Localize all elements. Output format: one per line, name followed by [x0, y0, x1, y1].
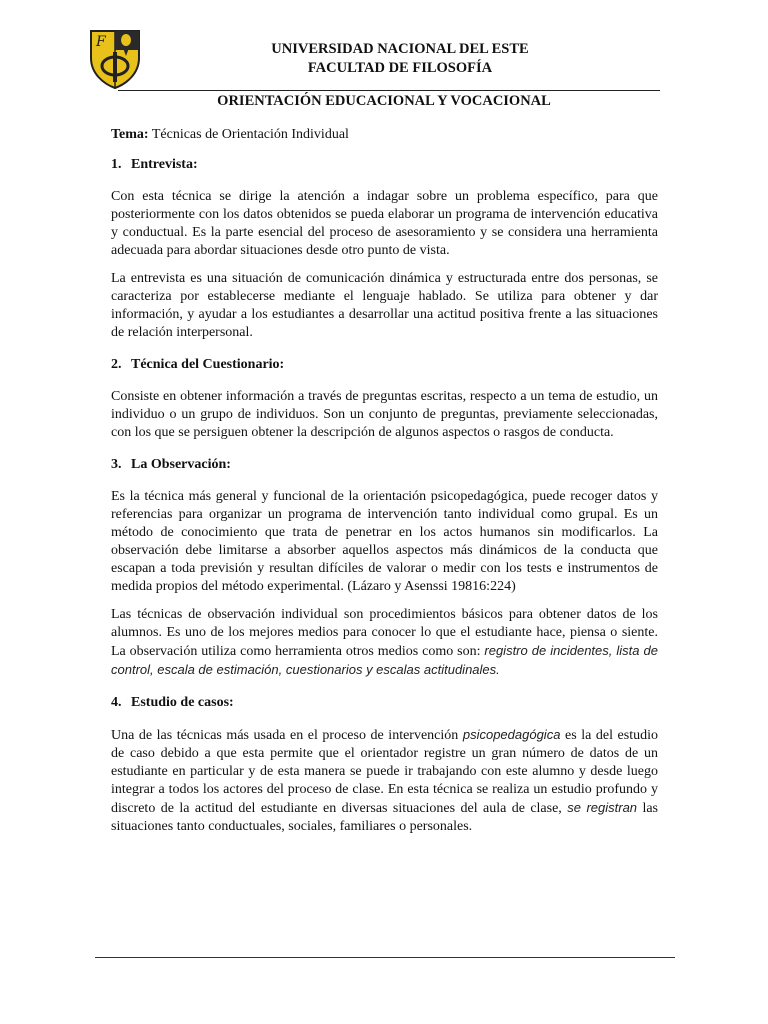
section-heading-entrevista — [111, 156, 658, 174]
paragraph — [111, 606, 658, 680]
paragraph-text: es la del estudio de caso debido a que esta permite que el orientador registre un gran número de datos de un estudiante en particular y de esta manera se puede ir trabajando con este alumno y desde luego integrar a todos los actores del proceso de clase. En esta técnica se realiza un estudio profundo y discreto de la actitud del estudiante en diversas situaciones del aula de clase, — [111, 728, 658, 816]
section-title: La Observación: — [131, 457, 231, 472]
section-heading-cuestionario — [111, 356, 658, 374]
topic-line — [111, 126, 658, 144]
italic-text: se registran — [567, 800, 638, 815]
paragraph-text: las situaciones tanto conductuales, sociales, familiares o personales. — [111, 801, 658, 834]
document-body — [111, 126, 658, 846]
section-number: 4. — [111, 695, 122, 710]
section-title: Estudio de casos: — [131, 695, 234, 710]
university-name: UNIVERSIDAD NACIONAL DEL ESTE — [271, 41, 529, 57]
italic-text: psicopedagógica — [462, 727, 561, 742]
header-divider — [118, 90, 660, 91]
paragraph-text: Las técnicas de observación individual son procedimientos básicos para obtener datos de los alumnos. Es uno de los mejores medios para conocer lo que el estudiante hace, piensa o siente. La observación utiliza como herramienta otros medios como son: — [111, 607, 658, 659]
section-heading-estudio-de-casos — [111, 694, 658, 712]
topic-label: Tema: — [111, 127, 149, 142]
page-header — [140, 40, 660, 78]
italic-text: registro de incidentes, lista de control, escala de estimación, cuestionarios y escalas actitudinales. — [111, 643, 658, 677]
document-title: ORIENTACIÓN EDUCACIONAL Y VOCACIONAL — [217, 93, 551, 109]
section-number: 3. — [111, 457, 122, 472]
paragraph: Con esta técnica se dirige la atención a indagar sobre un problema específico, para que posteriormente con los datos obtenidos se pueda elaborar un programa de intervención educativa y conductual. Es la parte esencial del proceso de asesoramiento y se considera una herramienta adecuada para abordar situaciones desde otro punto de vista. — [111, 189, 658, 258]
svg-text:F: F — [96, 34, 106, 50]
footer-divider — [95, 957, 675, 958]
paragraph — [111, 726, 658, 836]
paragraph-text: Una de las técnicas más usada en el proceso de intervención — [111, 728, 463, 743]
section-title: Entrevista: — [131, 157, 198, 172]
faculty-name: FACULTAD DE FILOSOFÍA — [307, 60, 493, 76]
paragraph: Consiste en obtener información a través de preguntas escritas, respecto a un tema de estudio, un individuo o un grupo de individuos. Son un conjunto de preguntas, previamente seleccionadas, con los que se persiguen obtener la descripción de algunos aspectos o rasgos de conducta. — [111, 389, 658, 440]
section-title: Técnica del Cuestionario: — [131, 357, 285, 372]
section-number: 1. — [111, 157, 122, 172]
section-number: 2. — [111, 357, 122, 372]
paragraph: La entrevista es una situación de comunicación dinámica y estructurada entre dos personas, se caracteriza por establecerse mediante el lenguaje hablado. Se utiliza para obtener y dar información, y ayudar a los estudiantes a desarrollar una actitud positiva frente a las situaciones de relación interpersonal. — [111, 271, 658, 340]
topic-value: Técnicas de Orientación Individual — [148, 127, 349, 142]
university-shield-logo — [88, 28, 142, 90]
paragraph: Es la técnica más general y funcional de la orientación psicopedagógica, puede recoger datos y referencias para organizar un programa de intervención tanto individual como grupal. Es un método de conocimiento que trata de penetrar en los actos humanos sin modificarlos. La observación debe limitarse a absorber aquellos aspectos más dinámicos de la conducta que escapan a toda previsión y resultan difíciles de valorar o medir con los tests e instrumentos de medida propios del método experimental. (Lázaro y Asenssi 19816:224) — [111, 489, 658, 594]
section-heading-observacion — [111, 456, 658, 474]
